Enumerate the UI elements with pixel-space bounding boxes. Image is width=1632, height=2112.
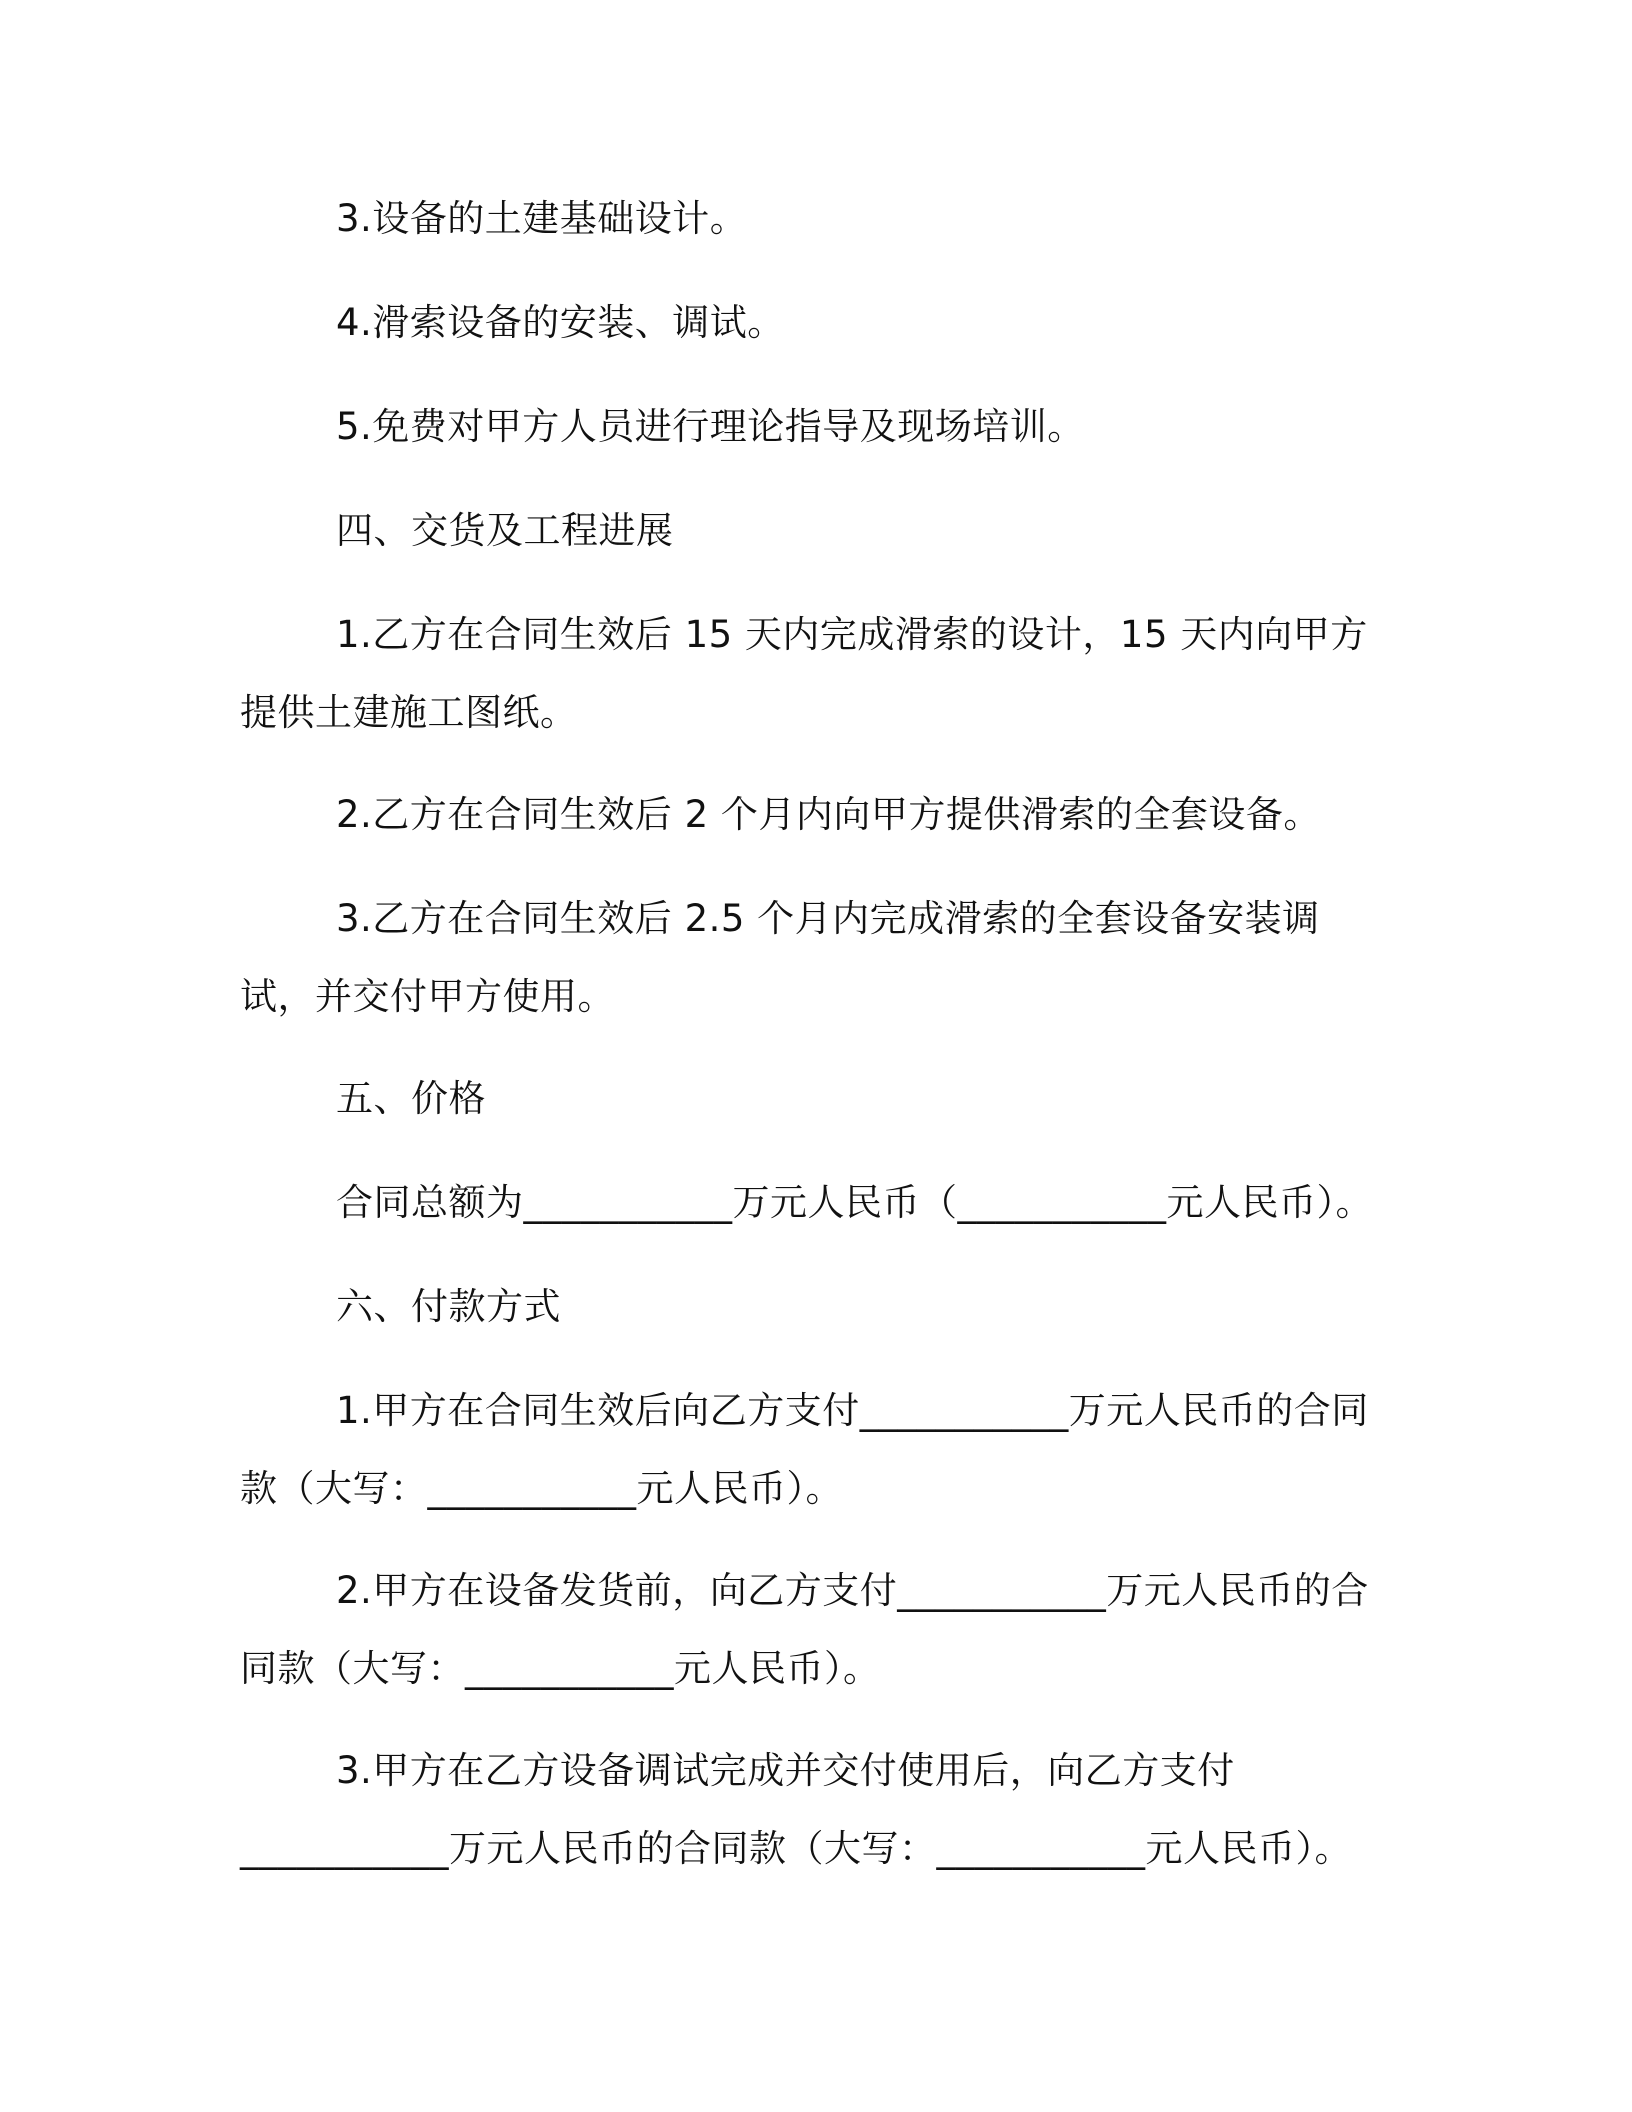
- section-heading-delivery: 四、交货及工程进展: [336, 509, 674, 552]
- section-heading-payment: 六、付款方式: [336, 1285, 561, 1328]
- paragraph-delivery-1: 1.乙方在合同生效后 15 天内完成滑索的设计，15 天内向甲方提供土建施工图纸。: [240, 613, 1368, 734]
- paragraph-payment-2: 2.甲方在设备发货前，向乙方支付___________万元人民币的合同款（大写：___________元人民币）。: [240, 1569, 1369, 1690]
- paragraph-payment-3: 3.甲方在乙方设备调试完成并交付使用后，向乙方支付___________万元人民币的合同款（大写：___________元人民币）。: [240, 1749, 1352, 1870]
- paragraph-delivery-3: 3.乙方在合同生效后 2.5 个月内完成滑索的全套设备安装调试，并交付甲方使用。: [240, 897, 1320, 1018]
- paragraph-contract-total: 合同总额为___________万元人民币（___________元人民币）。: [336, 1181, 1373, 1224]
- paragraph-item-4-installation: 4.滑索设备的安装、调试。: [336, 301, 785, 344]
- paragraph-delivery-2: 2.乙方在合同生效后 2 个月内向甲方提供滑索的全套设备。: [336, 793, 1321, 836]
- section-heading-price: 五、价格: [336, 1077, 486, 1120]
- paragraph-item-5-training: 5.免费对甲方人员进行理论指导及现场培训。: [336, 405, 1085, 448]
- paragraph-item-3-civil-design: 3.设备的土建基础设计。: [336, 197, 748, 240]
- paragraph-payment-1: 1.甲方在合同生效后向乙方支付___________万元人民币的合同款（大写：___________元人民币）。: [240, 1389, 1369, 1510]
